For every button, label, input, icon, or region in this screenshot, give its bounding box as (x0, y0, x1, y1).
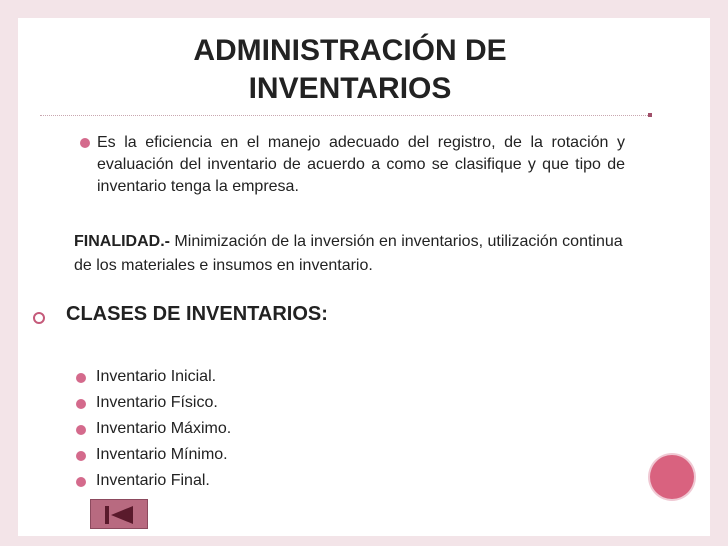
first-slide-button[interactable] (90, 499, 148, 529)
bullet-icon (76, 373, 86, 383)
bullet-icon (76, 477, 86, 487)
frame-bottom (0, 536, 728, 546)
list-item-label: Inventario Mínimo. (96, 446, 228, 463)
list-item (76, 390, 231, 416)
skip-to-first-icon (105, 506, 109, 524)
finalidad-label: FINALIDAD.- (74, 233, 170, 250)
decorative-circle-icon (650, 455, 694, 499)
list-item-label: Inventario Inicial. (96, 368, 217, 385)
ring-bullet-icon (33, 312, 45, 324)
frame-right (710, 0, 728, 546)
bullet-icon (76, 425, 86, 435)
previous-arrow-icon (111, 506, 133, 524)
title-line-1: ADMINISTRACIÓN DE (193, 34, 507, 67)
inventory-types-list (76, 364, 231, 494)
definition-paragraph: Es la eficiencia en el manejo adecuado del registro, de la rotación y evaluación del inventario de acuerdo a como se clasifique y que tipo de inventario tenga la empresa. (97, 134, 625, 195)
title-line-2: INVENTARIOS (248, 72, 452, 105)
bullet-icon (76, 399, 86, 409)
clases-heading: CLASES DE INVENTARIOS: (66, 303, 328, 325)
list-item (76, 468, 231, 494)
bullet-icon (76, 451, 86, 461)
bullet-icon (80, 138, 90, 148)
title-divider (40, 115, 652, 116)
list-item (76, 416, 231, 442)
list-item-label: Inventario Final. (96, 472, 210, 489)
list-item-label: Inventario Máximo. (96, 420, 232, 437)
finalidad-text: Minimización de la inversión en inventarios, utilización continua de los materiales e insumos en inventario. (74, 233, 623, 274)
list-item (76, 364, 231, 390)
list-item-label: Inventario Físico. (96, 394, 218, 411)
slide-title (100, 32, 600, 108)
frame-top (0, 0, 728, 18)
finalidad-paragraph (74, 230, 634, 278)
list-item (76, 442, 231, 468)
frame-left (0, 0, 18, 546)
divider-end-marker (648, 113, 652, 117)
